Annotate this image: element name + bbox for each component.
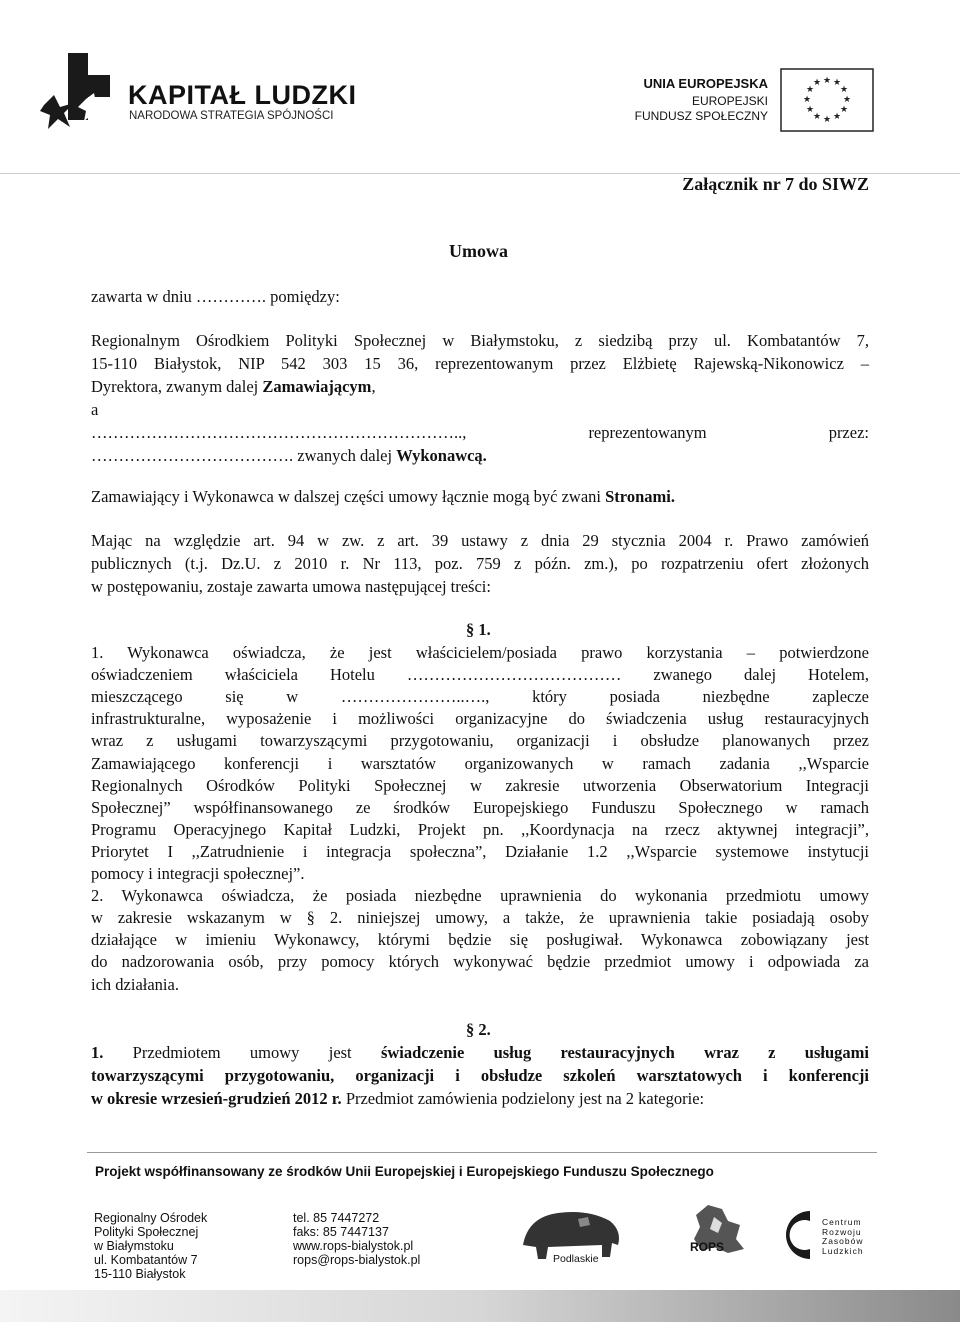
podlaskie-label: Podlaskie	[553, 1253, 599, 1265]
section-1-line: mieszczącego się w …………………..…., który posiada niezbędne zaplecze	[91, 687, 869, 707]
legal-basis-line-1: Mając na względzie art. 94 w zw. z art. 39 ustawy z dnia 29 stycznia 2004 r. Prawo zamówień	[91, 531, 869, 550]
intro-line: zawarta w dniu …………. pomiędzy:	[91, 287, 340, 306]
section-1-line: Programu Operacyjnego Kapitał Ludzki, Projekt pn. ,,Koordynacja na rzecz aktywnej integracji”,	[91, 819, 869, 839]
section-1-line: infrastrukturalne, wyposażenie i możliwości organizacyjne do świadczenia usług restauracyjnych	[91, 709, 869, 729]
section-2-subject: świadczenie usług restauracyjnych wraz z usługami	[380, 1043, 869, 1062]
section-2-line-1	[91, 1042, 869, 1064]
section-2-heading: § 2.	[466, 1020, 491, 1039]
section-1-line: Regionalnych Ośrodków Polityki Społecznej w zakresie utworzenia Obserwatorium Integracji	[91, 775, 869, 795]
section-2-number: 1.	[91, 1043, 104, 1062]
svg-text:★: ★	[842, 95, 852, 105]
kapital-ludzki-title: KAPITAŁ LUDZKI	[128, 80, 357, 110]
party-2-role: Wykonawcą.	[396, 446, 487, 465]
address-line: Regionalny Ośrodek	[94, 1211, 208, 1225]
party-1-line-3	[91, 376, 869, 398]
eu-label-1: UNIA EUROPEJSKA	[643, 76, 768, 91]
website-link[interactable]: www.rops-bialystok.pl	[293, 1239, 414, 1253]
section-2-period: w okresie wrzesień-grudzień 2012 r.	[91, 1089, 342, 1108]
section-1-line: pomocy i integracji społecznej”.	[91, 864, 305, 883]
party-1-line-1: Regionalnym Ośrodkiem Polityki Społecznej w Białymstoku, z siedzibą przy ul. Kombatantów 7,	[91, 331, 869, 350]
rops-label: ROPS	[690, 1240, 725, 1254]
party-1-line-2: 15-110 Białystok, NIP 542 303 15 36, reprezentowanym przez Elżbietę Rajewską-Nikonowicz –	[91, 354, 869, 373]
section-2-subject-cont: towarzyszącymi przygotowaniu, organizacji i obsłudze szkoleń warsztatowych i konferencji	[91, 1066, 869, 1085]
section-1-line: w zakresie wskazanym w § 2. niniejszej umowy, a także, że uprawnienia takie posiadają osoby	[91, 908, 869, 928]
section-1-line: ich działania.	[91, 974, 179, 994]
party-2-line-2	[91, 445, 869, 467]
party-1-role: Zamawiającym	[262, 377, 372, 396]
svg-text:★: ★	[822, 76, 832, 86]
section-1-line: wraz z usługami towarzyszącymi przygotowaniu, organizacji i obsłudze planowanych przez	[91, 731, 869, 751]
svg-text:★: ★	[839, 85, 849, 95]
section-1-line: oświadczeniem właściciela Hotelu ………………………………… zwanego dalej Hotelem,	[91, 665, 869, 685]
party-1-role-suffix: ,	[371, 377, 376, 396]
section-1-line: 1. Wykonawca oświadcza, że jest właścicielem/posiada prawo korzystania – potwierdzone	[91, 643, 869, 662]
legal-basis-line-2: publicznych (t.j. Dz.U. z 2010 r. Nr 113, poz. 759 z późn. zm.), po rozpatrzeniu ofert złożonych	[91, 554, 869, 573]
email-link[interactable]: rops@rops-bialystok.pl	[293, 1253, 421, 1267]
centrum-word: Ludzkich	[822, 1245, 864, 1256]
svg-text:★: ★	[832, 112, 842, 122]
footer-contact	[293, 1211, 420, 1267]
kapital-ludzki-star-icon	[40, 45, 120, 140]
kapital-ludzki-subtitle: NARODOWA STRATEGIA SPÓJNOŚCI	[129, 110, 334, 122]
party-1-role-prefix: Dyrektora, zwanym dalej	[91, 377, 263, 396]
section-1-line: do nadzorowania osób, przy pomocy których wykonywać będzie przedmiot umowy i odpowiada za	[91, 952, 869, 972]
section-1-line: Zamawiającego konferencji i warsztatów organizowanych w ramach zadania ,,Wsparcie	[91, 753, 869, 773]
document-title: Umowa	[449, 241, 508, 261]
kapital-ludzki-logo	[40, 45, 360, 140]
section-2-intro: Przedmiotem umowy jest	[103, 1043, 381, 1062]
section-2-line-2	[91, 1065, 869, 1087]
parties-text: Zamawiający i Wykonawca w dalszej części umowy łącznie mogą być zwani	[91, 487, 606, 506]
address-line: ul. Kombatantów 7	[94, 1253, 198, 1267]
section-1-line: Priorytet I ,,Zatrudnienie i integracja społeczna”, Działanie 1.2 ,,Wsparcie systemowe instytucji	[91, 841, 869, 861]
address-line: 15-110 Białystok	[94, 1267, 186, 1281]
section-1-line: 2. Wykonawca oświadcza, że posiada niezbędne uprawnienia do wykonania przedmiotu umowy	[91, 886, 869, 906]
eu-label-3: FUNDUSZ SPOŁECZNY	[634, 109, 768, 123]
section-1-line: Społecznej” współfinansowanego ze środków Europejskiego Funduszu Społecznego w ramach	[91, 797, 869, 817]
centrum-word: Zasobów	[822, 1236, 864, 1246]
centrum-c-icon	[774, 1205, 818, 1265]
parties-line	[91, 486, 869, 508]
section-2-categories: Przedmiot zamówienia podzielony jest na 2 kategorie:	[341, 1089, 705, 1108]
svg-text:★: ★	[822, 115, 832, 125]
svg-text:★: ★	[802, 95, 812, 105]
legal-basis-line-3: w postępowaniu, zostaje zawarta umowa następującej treści:	[91, 577, 491, 596]
svg-text:★: ★	[812, 112, 822, 122]
section-2-line-3	[91, 1088, 869, 1110]
parties-term: Stronami.	[605, 487, 675, 506]
footer-banner: Projekt współfinansowany ze środków Unii Europejskiej i Europejskiego Funduszu Społecznego	[95, 1164, 714, 1179]
svg-text:★: ★	[839, 105, 849, 115]
centrum-word: Rozwoju	[822, 1226, 862, 1237]
eu-label-2: EUROPEJSKI	[691, 94, 768, 108]
attachment-label: Załącznik nr 7 do SIWZ	[682, 174, 869, 194]
phone: tel. 85 7447272	[293, 1211, 380, 1225]
party-2-line-1: ………………………………………………………….., reprezentowanym przez:	[91, 423, 869, 442]
svg-text:★: ★	[812, 78, 822, 88]
svg-text:★: ★	[805, 105, 815, 115]
address-line: w Białymstoku	[94, 1239, 174, 1253]
party-2-prefix: ………………………………. zwanych dalej	[91, 446, 397, 465]
footer-address	[94, 1211, 207, 1281]
svg-text:★: ★	[832, 78, 842, 88]
footer-gradient-bar	[0, 1290, 960, 1322]
conjunction-a: a	[91, 400, 99, 419]
section-1-heading: § 1.	[466, 620, 491, 639]
address-line: Polityki Społecznej	[94, 1225, 199, 1239]
eu-logo	[634, 68, 880, 138]
centrum-word: Centrum	[822, 1217, 862, 1227]
section-1-line: działające w imieniu Wykonawcy, którymi będzie się posługiwał. Wykonawca zobowiązany jest	[91, 930, 869, 950]
svg-text:★: ★	[805, 85, 815, 95]
eu-flag-icon	[780, 68, 874, 132]
fax: faks: 85 7447137	[293, 1225, 389, 1239]
footer-divider	[87, 1152, 877, 1153]
centrum-label	[822, 1218, 864, 1256]
